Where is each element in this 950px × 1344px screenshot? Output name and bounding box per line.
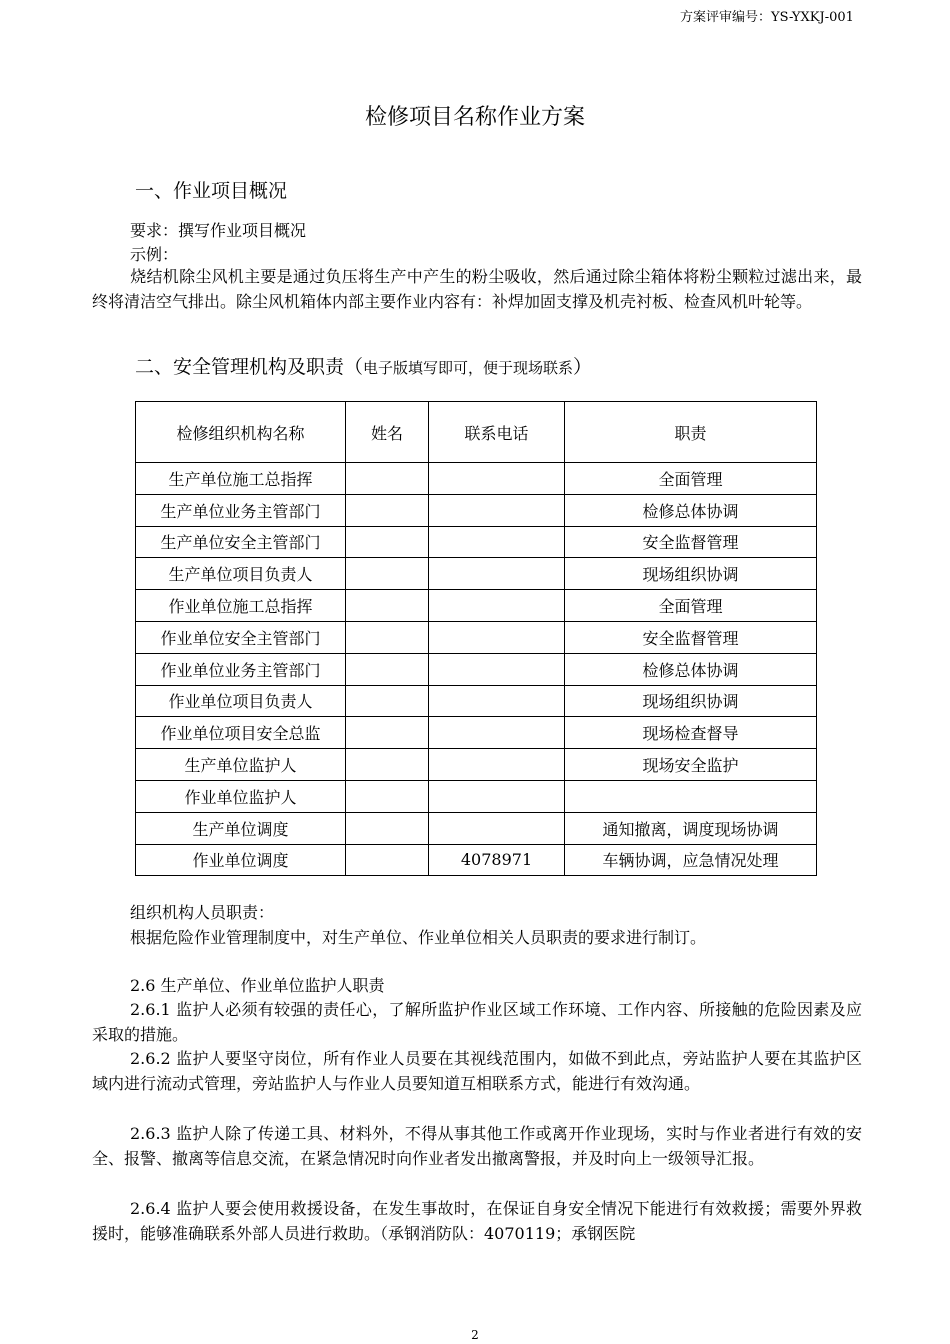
phone-cell	[429, 494, 565, 526]
phone-cell	[429, 812, 565, 844]
table-header-row	[136, 402, 817, 463]
org-duty-text: 根据危险作业管理制度中，对生产单位、作业单位相关人员职责的要求进行制订。	[130, 928, 707, 947]
phone-cell	[429, 780, 565, 812]
table-row	[136, 844, 817, 876]
s26-p2	[92, 1046, 862, 1096]
example-label: 示例：	[130, 245, 179, 264]
person-name-cell	[346, 526, 429, 558]
table-row	[136, 780, 817, 812]
table-row	[136, 653, 817, 685]
person-name-cell	[346, 749, 429, 781]
table-row	[136, 621, 817, 653]
person-name-cell	[346, 685, 429, 717]
org-duty-label: 组织机构人员职责：	[130, 903, 275, 922]
phone-cell	[429, 463, 565, 495]
person-name-cell	[346, 812, 429, 844]
duty-cell: 现场组织协调	[565, 558, 817, 590]
duty-cell: 车辆协调，应急情况处理	[565, 844, 817, 876]
phone-cell	[429, 590, 565, 622]
table-row	[136, 685, 817, 717]
section2-note: 电子版填写即可，便于现场联系	[363, 359, 574, 377]
duty-cell: 通知撤离，调度现场协调	[565, 812, 817, 844]
org-name-cell: 作业单位安全主管部门	[136, 621, 346, 653]
duty-cell: 安全监督管理	[565, 526, 817, 558]
person-name-cell	[346, 780, 429, 812]
phone-cell	[429, 749, 565, 781]
table-row	[136, 590, 817, 622]
org-name-cell: 作业单位监护人	[136, 780, 346, 812]
person-name-cell	[346, 717, 429, 749]
requirement-line: 要求：撰写作业项目概况	[130, 221, 307, 240]
org-name-cell: 生产单位调度	[136, 812, 346, 844]
phone-cell	[429, 685, 565, 717]
table-body	[136, 463, 817, 876]
phone-cell	[429, 717, 565, 749]
duty-cell: 全面管理	[565, 590, 817, 622]
org-name-cell: 作业单位业务主管部门	[136, 653, 346, 685]
duty-cell: 现场安全监护	[565, 749, 817, 781]
duty-cell	[565, 780, 817, 812]
phone-cell	[429, 621, 565, 653]
org-name-cell: 作业单位项目负责人	[136, 685, 346, 717]
s26-p3	[92, 1121, 862, 1171]
section2-heading-text: 二、安全管理机构及职责（	[135, 356, 364, 378]
person-name-cell	[346, 463, 429, 495]
duty-cell: 全面管理	[565, 463, 817, 495]
person-name-cell	[346, 621, 429, 653]
s26-p1	[92, 997, 862, 1047]
table-row	[136, 717, 817, 749]
table-row	[136, 526, 817, 558]
duty-cell: 检修总体协调	[565, 653, 817, 685]
phone-cell	[429, 526, 565, 558]
org-name-cell: 生产单位业务主管部门	[136, 494, 346, 526]
org-name-cell: 生产单位项目负责人	[136, 558, 346, 590]
org-name-cell: 作业单位项目安全总监	[136, 717, 346, 749]
person-name-cell	[346, 653, 429, 685]
table-row	[136, 558, 817, 590]
table-row	[136, 749, 817, 781]
section2-heading	[135, 352, 592, 379]
col-header-phone: 联系电话	[429, 402, 565, 463]
org-name-cell: 生产单位安全主管部门	[136, 526, 346, 558]
s26-p2-text: 2.6.2 监护人要坚守岗位，所有作业人员要在其视线范围内，如做不到此点，旁站监护人要在其监护区域内进行流动式管理，旁站监护人与作业人员要知道互相联系方式，能进行有效沟通。	[92, 1049, 862, 1093]
person-name-cell	[346, 590, 429, 622]
org-name-cell: 作业单位施工总指挥	[136, 590, 346, 622]
table-row	[136, 812, 817, 844]
duty-cell: 安全监督管理	[565, 621, 817, 653]
phone-cell	[429, 558, 565, 590]
org-name-cell: 生产单位监护人	[136, 749, 346, 781]
col-header-duty: 职责	[565, 402, 817, 463]
s26-p3-text: 2.6.3 监护人除了传递工具、材料外，不得从事其他工作或离开作业现场，实时与作业者进行有效的安全、报警、撤离等信息交流，在紧急情况时向作业者发出撤离警报，并及时向上一级领导汇报。	[92, 1124, 862, 1168]
person-name-cell	[346, 494, 429, 526]
section2-close: ）	[573, 356, 593, 378]
document-code: 方案评审编号：YS-YXKJ-001	[680, 10, 854, 25]
phone-cell	[429, 653, 565, 685]
s26-p4-text: 2.6.4 监护人要会使用救援设备，在发生事故时，在保证自身安全情况下能进行有效救援；需要外界救援时，能够准确联系外部人员进行救助。（承钢消防队：4070119；承钢医院	[92, 1199, 862, 1243]
col-header-org: 检修组织机构名称	[136, 402, 346, 463]
duty-cell: 检修总体协调	[565, 494, 817, 526]
org-name-cell: 作业单位调度	[136, 844, 346, 876]
person-name-cell	[346, 558, 429, 590]
duty-cell: 现场组织协调	[565, 685, 817, 717]
person-name-cell	[346, 844, 429, 876]
org-name-cell: 生产单位施工总指挥	[136, 463, 346, 495]
example-paragraph	[92, 264, 862, 314]
table-row	[136, 494, 817, 526]
s26-p4	[92, 1196, 862, 1246]
phone-cell: 4078971	[429, 844, 565, 876]
page-number: 2	[471, 1328, 479, 1342]
page-title: 检修项目名称作业方案	[364, 105, 585, 130]
organization-table	[135, 401, 817, 876]
section1-heading: 一、作业项目概况	[135, 180, 288, 202]
example-text: 烧结机除尘风机主要是通过负压将生产中产生的粉尘吸收，然后通过除尘箱体将粉尘颗粒过滤出来，最终将清洁空气排出。除尘风机箱体内部主要作业内容有：补焊加固支撑及机壳衬板、检查风机叶轮等。	[92, 267, 862, 311]
duty-cell: 现场检查督导	[565, 717, 817, 749]
table-row	[136, 463, 817, 495]
s26-heading: 2.6 生产单位、作业单位监护人职责	[130, 976, 385, 995]
col-header-name: 姓名	[346, 402, 429, 463]
s26-p1-text: 2.6.1 监护人必须有较强的责任心，了解所监护作业区域工作环境、工作内容、所接触的危险因素及应采取的措施。	[92, 1000, 862, 1044]
